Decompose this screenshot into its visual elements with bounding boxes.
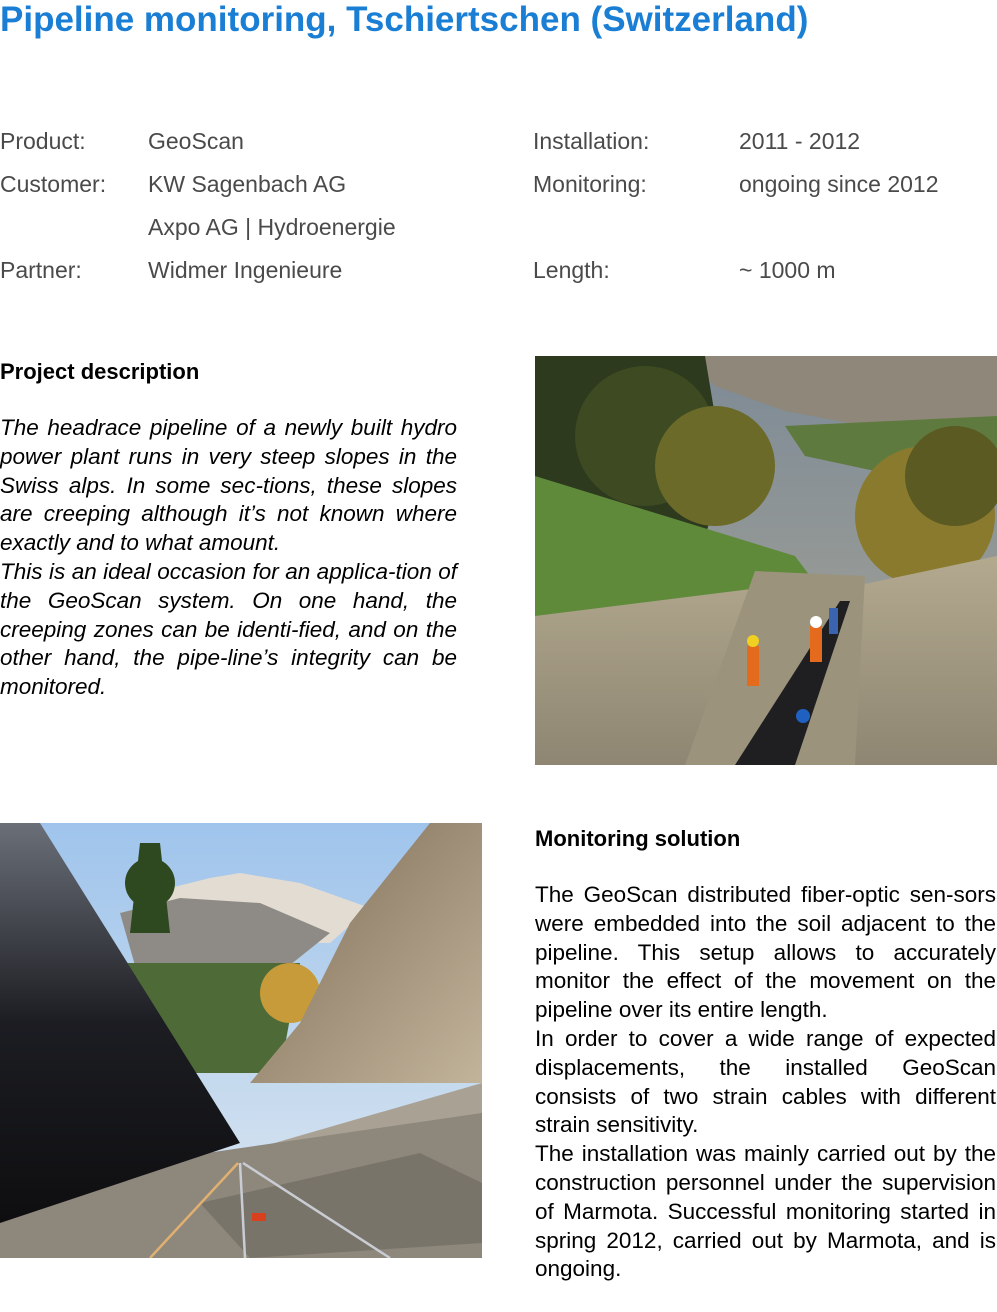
partner-value: Widmer Ingenieure bbox=[148, 257, 343, 283]
solution-paragraph-1: The GeoScan distributed fiber-optic sen-sors were embedded into the soil adjacent to the pipeline. This setup allows to accurately monitor the effect of the movement on the pipeline over its entire length. bbox=[535, 882, 996, 1023]
monitoring-label: Monitoring: bbox=[533, 171, 647, 197]
pipeline-cables-photo bbox=[0, 823, 482, 1258]
solution-paragraph-3: The installation was mainly carried out by the construction personnel under the supervision of Marmota. Successful monitoring started in spring 2012, carried out by Marmota, and is ongoing. bbox=[535, 1141, 996, 1282]
customer-value-2: Axpo AG | Hydroenergie bbox=[148, 214, 396, 240]
monitoring-value: ongoing since 2012 bbox=[739, 171, 939, 197]
project-description-text bbox=[0, 414, 457, 702]
partner-label: Partner: bbox=[0, 257, 82, 283]
project-paragraph-2: This is an ideal occasion for an applica-tion of the GeoScan system. On one hand, the creeping zones can be identi-fied, and on the other hand, the pipe-line’s integrity can be monitored. bbox=[0, 558, 457, 700]
product-label: Product: bbox=[0, 128, 86, 154]
installation-label: Installation: bbox=[533, 128, 650, 154]
product-value: GeoScan bbox=[148, 128, 244, 154]
length-value: ~ 1000 m bbox=[739, 257, 836, 283]
monitoring-solution-text bbox=[535, 881, 996, 1284]
monitoring-solution-heading: Monitoring solution bbox=[535, 826, 741, 851]
customer-label: Customer: bbox=[0, 171, 107, 197]
project-description-heading: Project description bbox=[0, 359, 200, 384]
project-paragraph-1: The headrace pipeline of a newly built hydro power plant runs in very steep slopes in the Swiss alps. In some sec-tions, these slopes are creeping although it’s not known where exactly and to what amount. bbox=[0, 415, 457, 556]
installation-value: 2011 - 2012 bbox=[739, 128, 861, 154]
length-label: Length: bbox=[533, 257, 610, 283]
page-title: Pipeline monitoring, Tschiertschen (Switzerland) bbox=[0, 0, 809, 39]
trench-installation-photo bbox=[535, 356, 997, 765]
solution-paragraph-2: In order to cover a wide range of expected displacements, the installed GeoScan consists of two strain cables with different strain sensitivity. bbox=[535, 1025, 996, 1138]
customer-value-1: KW Sagenbach AG bbox=[148, 171, 347, 197]
